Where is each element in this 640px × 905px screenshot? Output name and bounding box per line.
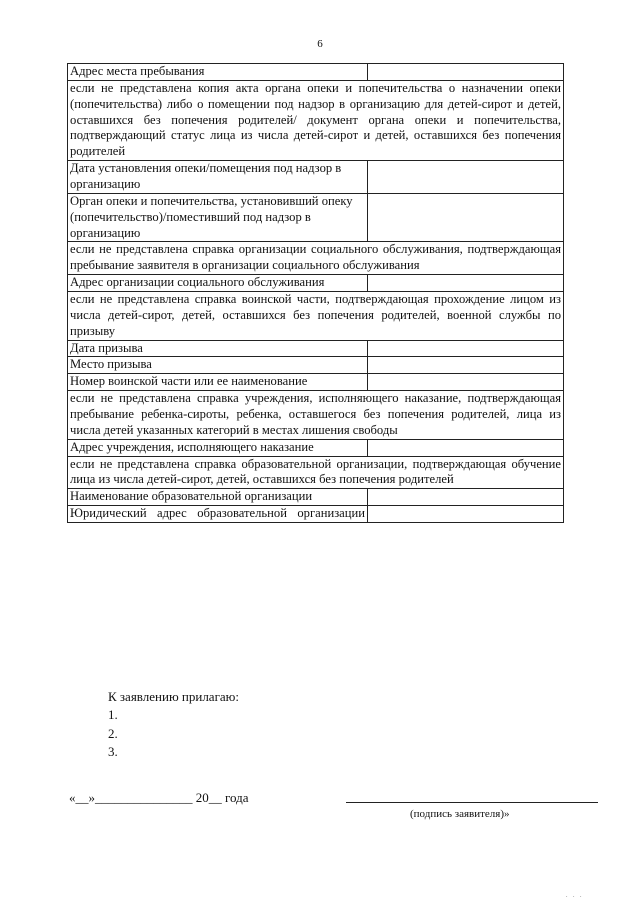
table-row bbox=[68, 439, 564, 456]
table-row bbox=[68, 292, 564, 341]
table-row bbox=[68, 506, 564, 523]
signature-line bbox=[346, 802, 598, 803]
penitentiary-address-value bbox=[368, 439, 564, 456]
table-row bbox=[68, 161, 564, 194]
table-row bbox=[68, 357, 564, 374]
guardianship-date-label: Дата установления опеки/помещения под надзор в организацию bbox=[68, 161, 368, 194]
military-unit-value bbox=[368, 374, 564, 391]
guardianship-condition-text: если не представлена копия акта органа опеки и попечительства о назначении опеки (попечительства) либо о помещении под надзор в организацию для детей-сирот и детей, оставшихся без попечения родителей/ документ органа опеки и попечительства, подтверждающий статус лица из числа детей-сирот и детей, оставшихся без попечения родителей bbox=[68, 80, 564, 160]
conscription-date-label: Дата призыва bbox=[68, 340, 368, 357]
table-row bbox=[68, 340, 564, 357]
table-row bbox=[68, 193, 564, 242]
applicant-details-table bbox=[67, 63, 564, 523]
military-unit-label: Номер воинской части или ее наименование bbox=[68, 374, 368, 391]
social-service-address-label: Адрес организации социального обслуживания bbox=[68, 275, 368, 292]
education-condition-text: если не представлена справка образовательной организации, подтверждающая обучение лица из числа детей-сирот, детей, оставшихся без попечения родителей bbox=[68, 456, 564, 489]
stay-address-label: Адрес места пребывания bbox=[68, 64, 368, 81]
signature-caption: (подпись заявителя)» bbox=[410, 808, 510, 820]
education-org-name-value bbox=[368, 489, 564, 506]
penitentiary-condition-text: если не представлена справка учреждения, исполняющего наказание, подтверждающая пребывание ребенка-сироты, ребенка, оставшегося без попечения родителей, лица из числа детей указанных категорий в местах лишения свободы bbox=[68, 391, 564, 440]
table-row bbox=[68, 374, 564, 391]
attachment-item: 1. bbox=[108, 707, 118, 723]
date-line: «__»_______________ 20__ года bbox=[69, 790, 249, 805]
conscription-date-value bbox=[368, 340, 564, 357]
table-row bbox=[68, 391, 564, 440]
scan-specks: . . . bbox=[566, 893, 584, 899]
social-service-condition-text: если не представлена справка организации социального обслуживания, подтверждающая пребывание заявителя в организации социального обслуживания bbox=[68, 242, 564, 275]
guardianship-authority-label: Орган опеки и попечительства, установивший опеку (попечительство)/поместивший под надзор в организацию bbox=[68, 193, 368, 242]
guardianship-authority-value bbox=[368, 193, 564, 242]
page-number: 6 bbox=[317, 38, 323, 50]
penitentiary-address-label: Адрес учреждения, исполняющего наказание bbox=[68, 439, 368, 456]
social-service-address-value bbox=[368, 275, 564, 292]
table-row bbox=[68, 242, 564, 275]
military-condition-text: если не представлена справка воинской части, подтверждающая прохождение лицом из числа детей-сирот, детей, оставшихся без попечения родителей, военной службы по призыву bbox=[68, 292, 564, 341]
education-org-address-value bbox=[368, 506, 564, 523]
attachment-item: 2. bbox=[108, 725, 118, 741]
education-org-address-label: Юридический адрес образовательной организации bbox=[68, 506, 368, 523]
attachments-section bbox=[108, 688, 239, 762]
education-org-name-label: Наименование образовательной организации bbox=[68, 489, 368, 506]
guardianship-date-value bbox=[368, 161, 564, 194]
table-row bbox=[68, 489, 564, 506]
conscription-place-value bbox=[368, 357, 564, 374]
table-row bbox=[68, 275, 564, 292]
table-row bbox=[68, 64, 564, 81]
conscription-place-label: Место призыва bbox=[68, 357, 368, 374]
table-row bbox=[68, 80, 564, 160]
attachment-item: 3. bbox=[108, 744, 118, 760]
stay-address-value bbox=[368, 64, 564, 81]
table-row bbox=[68, 456, 564, 489]
attachments-heading: К заявлению прилагаю: bbox=[108, 689, 240, 704]
